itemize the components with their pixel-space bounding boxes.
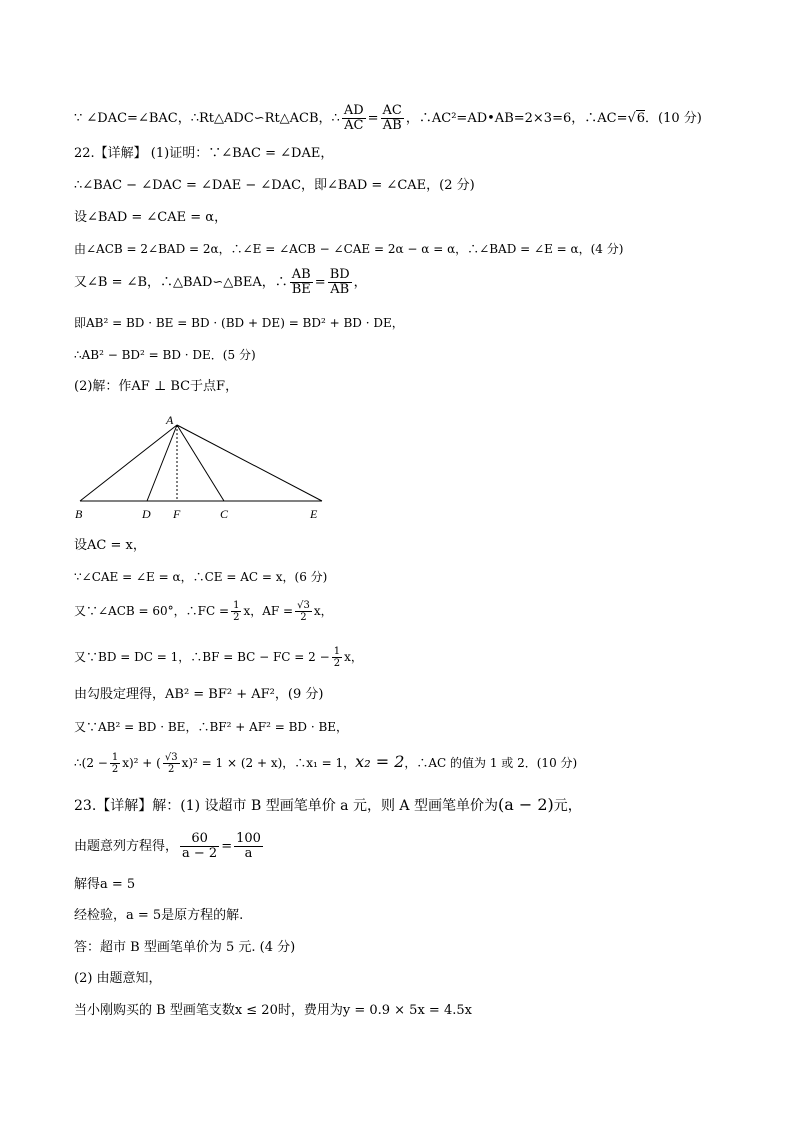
proof-step-5: 即AB² = BD · BE = BD · (BD + DE) = BD² + BD · DE，: [74, 316, 404, 330]
denominator: AB: [330, 282, 350, 297]
solution-line-21-conclusion: [74, 104, 702, 133]
fraction-half: [231, 600, 241, 623]
triangle-figure: [74, 412, 334, 522]
q23-part2-step-1: 当小刚购买的 B 型画笔支数x ≤ 20时，费用为y = 0.9 × 5x = 4.5x: [74, 1003, 472, 1018]
part2-heading: (2)解：作AF ⊥ BC于点F，: [74, 379, 239, 394]
numerator: 60: [180, 832, 219, 847]
root-x2: x₂ = 2: [355, 752, 405, 771]
fraction-half: [332, 646, 342, 669]
part2-step-6: 又∵AB² = BD · BE，∴BF² + AF² = BD · BE，: [74, 720, 349, 734]
expression: (a − 2): [498, 795, 554, 814]
label-f: F: [173, 507, 181, 521]
q23-equation: [74, 832, 265, 861]
text: x)² + (: [122, 756, 161, 770]
part2-step-5: 由勾股定理得，AB² = BF² + AF²，(9 分): [74, 687, 324, 702]
text: ∵ ∠DAC=∠BAC，∴Rt△ADC∽Rt△ACB，∴: [74, 111, 340, 126]
text: x，: [344, 650, 363, 664]
proof-step-6: ∴AB² − BD² = BD · DE．(5 分): [74, 348, 256, 362]
numerator: 1: [233, 600, 240, 611]
numerator: √3: [164, 752, 178, 763]
denominator: 2: [168, 764, 175, 775]
equals: =: [221, 839, 233, 854]
segment-ac: [177, 425, 224, 501]
numerator: AB: [290, 268, 313, 283]
label-a: A: [166, 413, 174, 427]
text: 23.【详解】解：(1) 设超市 B 型画笔单价 a 元，则 A 型画笔单价为: [74, 798, 498, 814]
equals: =: [314, 275, 326, 290]
denominator: 2: [333, 658, 341, 669]
label-d: D: [142, 507, 151, 521]
text: 又∵BD = DC = 1，∴BF = BC − FC = 2 −: [74, 650, 330, 664]
numerator: 1: [111, 752, 119, 763]
text: 由题意列方程得，: [74, 839, 179, 854]
proof-step-3: 由∠ACB = 2∠BAD = 2α，∴∠E = ∠ACB − ∠CAE = 2α − α = α，∴∠BAD = ∠E = α，(4 分): [74, 242, 624, 256]
sqrt-symbol: √: [627, 111, 636, 126]
denominator: 2: [233, 612, 240, 623]
text: 又∵∠ACB = 60°，∴FC =: [74, 604, 230, 618]
text: ，∴AC 的值为 1 或 2．(10 分): [404, 756, 578, 770]
denominator: 2: [300, 612, 307, 623]
text: 元，: [553, 798, 582, 814]
proof-step-4: [74, 268, 367, 297]
text: ，: [353, 275, 367, 290]
proof-step-1: ∴∠BAC − ∠DAC = ∠DAE − ∠DAC，即∠BAD = ∠CAE，(2 分): [74, 178, 475, 193]
part2-step-4: [74, 646, 363, 669]
denominator: 2: [111, 764, 119, 775]
q23-step-solve: 解得a = 5: [74, 877, 136, 892]
denominator: BE: [291, 282, 311, 297]
text: 又∠B = ∠B，∴△BAD∽△BEA，∴: [74, 275, 288, 290]
numerator: 100: [236, 831, 261, 846]
equals: =: [367, 111, 379, 126]
proof-step-2: 设∠BAD = ∠CAE = α，: [74, 210, 228, 225]
part2-step-7: [74, 752, 577, 775]
fraction-ab-be: [290, 268, 313, 297]
fraction-ac-ab: [381, 104, 404, 133]
numerator: √3: [297, 600, 310, 611]
text: x)² = 1 × (2 + x)，∴x₁ = 1，: [181, 756, 356, 770]
denominator: AB: [382, 118, 402, 133]
part2-step-2: ∵∠CAE = ∠E = α，∴CE = AC = x，(6 分): [74, 570, 328, 584]
q23-heading: [74, 796, 582, 815]
label-c: C: [220, 507, 229, 521]
text: ，∴AC²=AD•AB=2×3=6，∴AC=: [405, 111, 628, 126]
text: ∴(2 −: [74, 756, 108, 770]
text: ．(10 分): [645, 111, 702, 126]
text: x，: [313, 604, 333, 618]
label-e: E: [310, 507, 318, 521]
radicand: 6: [636, 111, 646, 126]
q23-step-verify: 经检验，a = 5是原方程的解.: [74, 908, 244, 923]
fraction-60: [180, 832, 219, 861]
denominator: AC: [344, 118, 364, 133]
q23-answer: 答：超市 B 型画笔单价为 5 元. (4 分): [74, 940, 296, 955]
segment-ae: [177, 425, 322, 501]
fraction-half: [110, 752, 120, 775]
fraction-bd-ab: [328, 268, 352, 297]
numerator: 1: [333, 646, 341, 657]
part2-step-3: [74, 600, 333, 623]
numerator: AC: [382, 103, 402, 118]
label-b: B: [75, 507, 83, 521]
q22-heading: 22.【详解】 (1)证明：∵∠BAC = ∠DAE，: [74, 146, 334, 161]
numerator: AD: [343, 103, 364, 118]
fraction-sqrt3-half: [163, 752, 180, 775]
q23-part2-heading: (2) 由题意知，: [74, 971, 162, 986]
text: x，AF =: [243, 604, 294, 618]
fraction-ad-ac: [342, 104, 366, 133]
fraction-100: [234, 832, 263, 861]
denominator: a: [244, 846, 253, 861]
part2-step-1: 设AC = x，: [74, 538, 146, 553]
denominator: a − 2: [182, 846, 218, 861]
fraction-sqrt3-half: [295, 600, 312, 623]
numerator: BD: [329, 267, 350, 282]
